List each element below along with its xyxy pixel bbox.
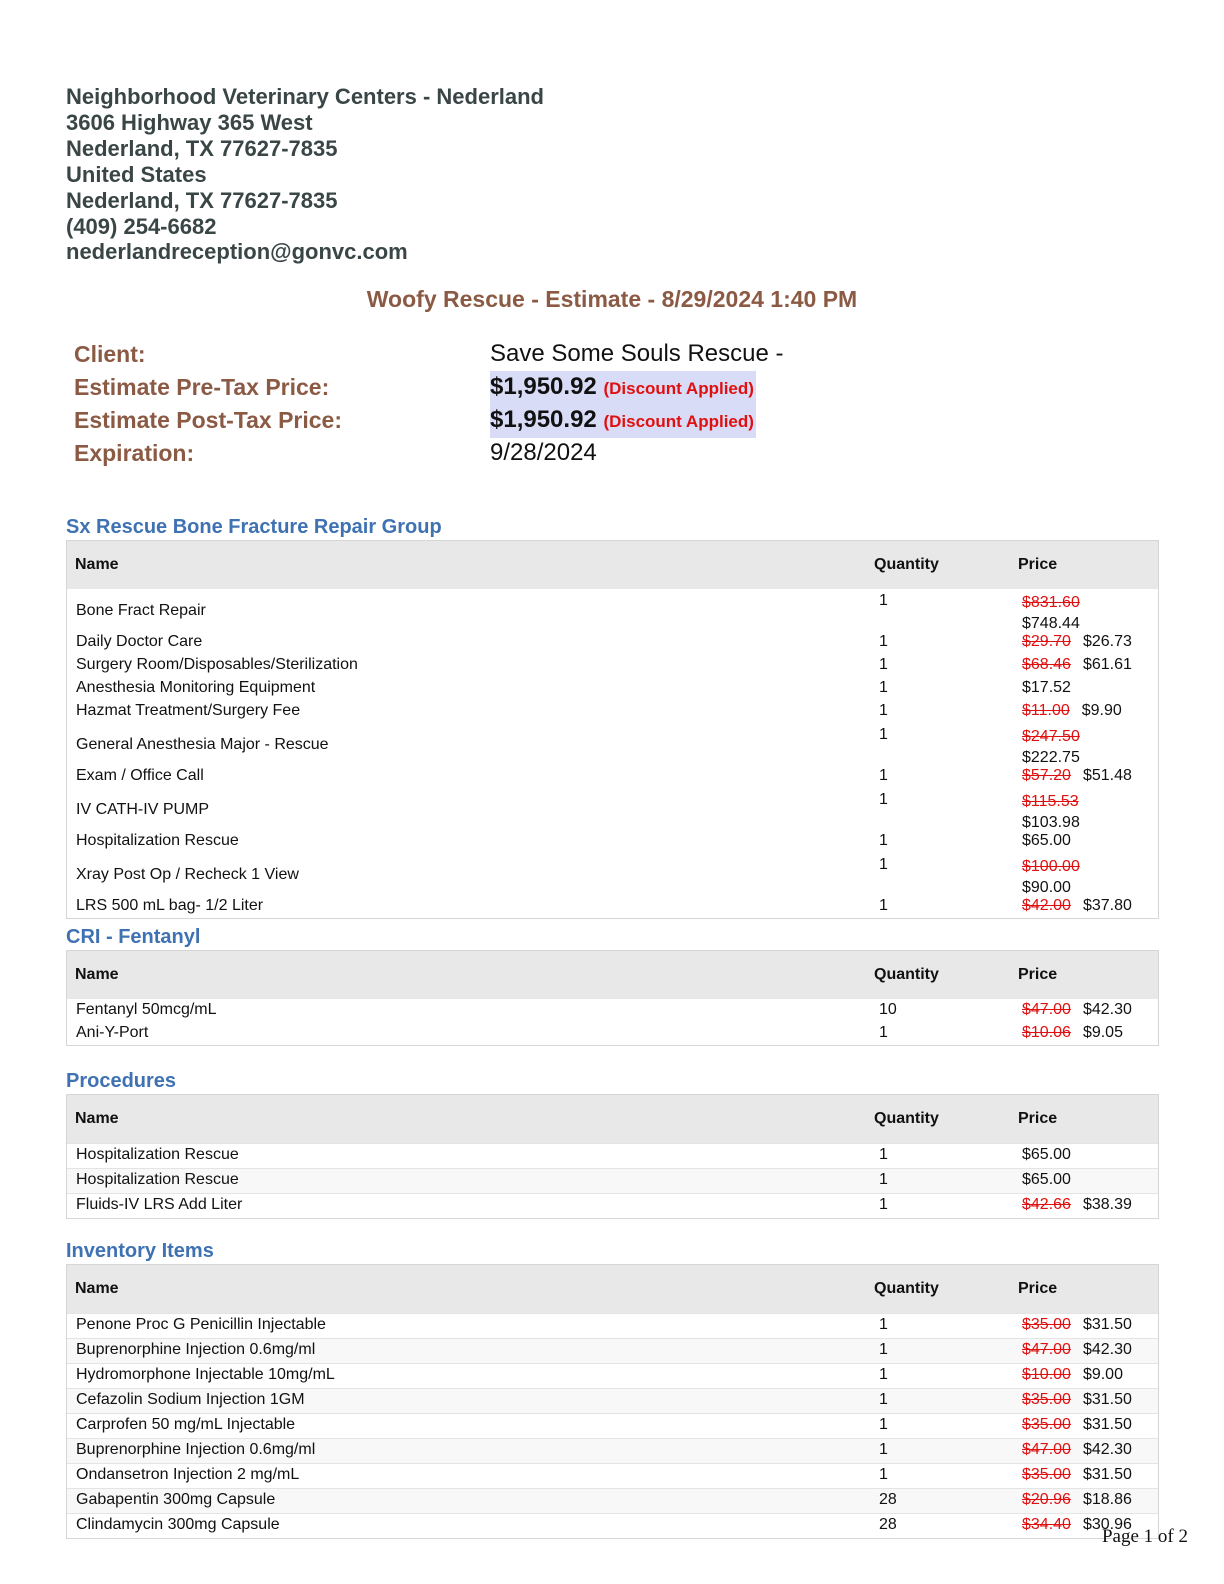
table-body xyxy=(67,1143,1158,1218)
original-price: $29.70 xyxy=(1022,633,1071,650)
table-row xyxy=(67,999,1158,1022)
clinic-name: Neighborhood Veterinary Centers - Nederland xyxy=(66,84,544,109)
original-price: $47.00 xyxy=(1022,1001,1071,1018)
item-price-cell xyxy=(1022,633,1132,651)
table-row xyxy=(67,1363,1158,1388)
item-quantity: 1 xyxy=(879,1416,888,1433)
table-row xyxy=(67,1143,1158,1168)
table-header xyxy=(67,951,1158,999)
item-quantity: 1 xyxy=(879,1341,888,1358)
discounted-price: $18.86 xyxy=(1082,1491,1132,1508)
item-quantity: 10 xyxy=(879,1001,897,1018)
item-quantity: 1 xyxy=(879,702,888,719)
clinic-address-line-1: 3606 Highway 365 West xyxy=(66,109,313,135)
original-price: $100.00 xyxy=(1022,858,1080,875)
table-row xyxy=(67,1193,1158,1218)
original-price: $35.00 xyxy=(1022,1416,1071,1433)
item-name: Buprenorphine Injection 0.6mg/ml xyxy=(76,1441,316,1458)
clinic-email: nederlandreception@gonvc.com xyxy=(66,239,408,265)
table-row xyxy=(67,1338,1158,1363)
section-title: Sx Rescue Bone Fracture Repair Group xyxy=(66,516,442,538)
original-price: $42.66 xyxy=(1022,1196,1071,1213)
item-name: Buprenorphine Injection 0.6mg/ml xyxy=(76,1341,316,1358)
original-price: $11.00 xyxy=(1022,702,1070,719)
item-name: IV CATH-IV PUMP xyxy=(76,801,210,818)
posttax-discount-note: (Discount Applied) xyxy=(603,412,754,431)
original-price: $20.96 xyxy=(1022,1491,1071,1508)
posttax-value-box xyxy=(490,404,756,438)
column-header-quantity: Quantity xyxy=(874,966,939,983)
discounted-price: $9.05 xyxy=(1082,1024,1123,1041)
item-name: Xray Post Op / Recheck 1 View xyxy=(76,866,299,883)
item-quantity: 1 xyxy=(879,1391,888,1408)
clinic-country: United States xyxy=(66,161,207,187)
item-name: Hazmat Treatment/Surgery Fee xyxy=(76,702,301,719)
item-name: Hydromorphone Injectable 10mg/mL xyxy=(76,1366,335,1383)
item-price-cell xyxy=(1022,791,1091,833)
discounted-price: $30.96 xyxy=(1082,1516,1132,1533)
item-price-cell xyxy=(1022,1001,1132,1019)
item-price-cell xyxy=(1022,767,1132,785)
table-row xyxy=(67,895,1158,918)
item-quantity: 1 xyxy=(879,1441,888,1458)
table-row xyxy=(67,1438,1158,1463)
table-row xyxy=(67,788,1158,830)
original-price: $35.00 xyxy=(1022,1391,1071,1408)
item-quantity: 1 xyxy=(879,592,888,609)
column-header-price: Price xyxy=(1018,556,1058,573)
item-quantity: 1 xyxy=(879,1196,888,1213)
item-quantity: 1 xyxy=(879,856,888,873)
discounted-price: $9.00 xyxy=(1082,1366,1123,1383)
line-items-table xyxy=(66,950,1159,1046)
item-price-cell xyxy=(1022,702,1122,720)
item-quantity: 1 xyxy=(879,1171,888,1188)
item-quantity: 1 xyxy=(879,726,888,743)
column-header-price: Price xyxy=(1018,1280,1058,1297)
line-items-table xyxy=(66,1094,1159,1219)
column-header-name: Name xyxy=(75,556,119,573)
table-row xyxy=(67,1388,1158,1413)
item-name: General Anesthesia Major - Rescue xyxy=(76,736,329,753)
original-price: $42.00 xyxy=(1022,897,1071,914)
item-quantity: 1 xyxy=(879,832,888,849)
discounted-price: $748.44 xyxy=(1022,615,1080,632)
original-price: $115.53 xyxy=(1022,793,1079,810)
item-price-cell xyxy=(1022,1366,1123,1384)
item-name: Hospitalization Rescue xyxy=(76,1146,239,1163)
item-price-cell xyxy=(1022,856,1092,898)
item-name: Gabapentin 300mg Capsule xyxy=(76,1491,276,1508)
item-name: Cefazolin Sodium Injection 1GM xyxy=(76,1391,305,1408)
item-price-cell xyxy=(1022,1024,1123,1042)
clinic-address-line-2: Nederland, TX 77627-7835 xyxy=(66,135,338,161)
section-title: Procedures xyxy=(66,1070,177,1092)
line-items-table xyxy=(66,1264,1159,1539)
pretax-value: $1,950.92 xyxy=(490,373,597,400)
table-row xyxy=(67,1168,1158,1193)
item-name: Fentanyl 50mcg/mL xyxy=(76,1001,217,1018)
discounted-price: $61.61 xyxy=(1082,656,1132,673)
item-price-cell xyxy=(1022,1416,1132,1434)
table-row xyxy=(67,765,1158,788)
discounted-price: $31.50 xyxy=(1082,1416,1132,1433)
item-price-cell xyxy=(1022,897,1132,915)
table-row xyxy=(67,631,1158,654)
item-name: Carprofen 50 mg/mL Injectable xyxy=(76,1416,296,1433)
item-name: Ondansetron Injection 2 mg/mL xyxy=(76,1466,300,1483)
posttax-label: Estimate Post-Tax Price: xyxy=(74,407,343,433)
table-body xyxy=(67,1313,1158,1538)
expiration-value: 9/28/2024 xyxy=(490,439,597,466)
item-price: $65.00 xyxy=(1022,1146,1071,1163)
table-row xyxy=(67,677,1158,700)
discounted-price: $51.48 xyxy=(1082,767,1132,784)
clinic-phone: (409) 254-6682 xyxy=(66,213,217,239)
table-header xyxy=(67,1095,1158,1143)
column-header-name: Name xyxy=(75,966,119,983)
column-header-quantity: Quantity xyxy=(874,556,939,573)
table-row xyxy=(67,700,1158,723)
item-name: Anesthesia Monitoring Equipment xyxy=(76,679,316,696)
table-row xyxy=(67,1022,1158,1045)
item-price-cell xyxy=(1022,656,1132,674)
item-quantity: 1 xyxy=(879,679,888,696)
discounted-price: $42.30 xyxy=(1082,1341,1132,1358)
section-sx-rescue-bone-fracture-repair xyxy=(66,514,1159,919)
discounted-price: $37.80 xyxy=(1082,897,1132,914)
table-row xyxy=(67,830,1158,853)
discounted-price: $31.50 xyxy=(1082,1466,1132,1483)
original-price: $35.00 xyxy=(1022,1466,1071,1483)
discounted-price: $31.50 xyxy=(1082,1316,1132,1333)
item-name: Hospitalization Rescue xyxy=(76,832,239,849)
item-name: Surgery Room/Disposables/Sterilization xyxy=(76,656,358,673)
original-price: $10.06 xyxy=(1022,1024,1071,1041)
discounted-price: $90.00 xyxy=(1022,879,1071,896)
item-quantity: 1 xyxy=(879,1366,888,1383)
item-quantity: 1 xyxy=(879,1466,888,1483)
posttax-value: $1,950.92 xyxy=(490,406,597,433)
section-inventory-items xyxy=(66,1238,1159,1539)
table-row xyxy=(67,1413,1158,1438)
item-price-cell xyxy=(1022,1441,1132,1459)
section-title: Inventory Items xyxy=(66,1240,214,1262)
original-price: $831.60 xyxy=(1022,594,1080,611)
item-price-cell xyxy=(1022,1196,1132,1214)
item-price: $65.00 xyxy=(1022,1171,1071,1188)
expiration-label: Expiration: xyxy=(74,440,195,466)
item-name: Ani-Y-Port xyxy=(76,1024,149,1041)
discounted-price: $42.30 xyxy=(1082,1001,1132,1018)
item-price-cell xyxy=(1022,1466,1132,1484)
item-name: Fluids-IV LRS Add Liter xyxy=(76,1196,243,1213)
client-label: Client: xyxy=(74,341,146,367)
clinic-address-block xyxy=(66,84,544,265)
table-row xyxy=(67,654,1158,677)
item-quantity: 1 xyxy=(879,1316,888,1333)
discounted-price: $222.75 xyxy=(1022,749,1080,766)
item-price-cell xyxy=(1022,1171,1071,1189)
pretax-label: Estimate Pre-Tax Price: xyxy=(74,374,330,400)
discounted-price: $31.50 xyxy=(1082,1391,1132,1408)
item-quantity: 28 xyxy=(879,1516,897,1533)
item-price: $65.00 xyxy=(1022,832,1071,849)
column-header-name: Name xyxy=(75,1110,119,1127)
original-price: $10.00 xyxy=(1022,1366,1071,1383)
item-price: $17.52 xyxy=(1022,679,1071,696)
original-price: $34.40 xyxy=(1022,1516,1071,1533)
item-quantity: 1 xyxy=(879,791,888,808)
table-body xyxy=(67,589,1158,918)
section-cri-fentanyl xyxy=(66,924,1159,1046)
item-quantity: 1 xyxy=(879,656,888,673)
item-name: Exam / Office Call xyxy=(76,767,204,784)
item-price-cell xyxy=(1022,832,1071,850)
item-price-cell xyxy=(1022,1391,1132,1409)
item-name: Hospitalization Rescue xyxy=(76,1171,239,1188)
item-price-cell xyxy=(1022,1491,1132,1509)
table-body xyxy=(67,999,1158,1045)
column-header-quantity: Quantity xyxy=(874,1110,939,1127)
column-header-quantity: Quantity xyxy=(874,1280,939,1297)
page-number: Page 1 of 2 xyxy=(1101,1526,1188,1547)
item-price-cell xyxy=(1022,679,1071,697)
discounted-price: $42.30 xyxy=(1082,1441,1132,1458)
item-quantity: 1 xyxy=(879,897,888,914)
item-price-cell xyxy=(1022,1341,1132,1359)
pretax-value-box xyxy=(490,371,756,405)
table-row xyxy=(67,1463,1158,1488)
item-quantity: 1 xyxy=(879,633,888,650)
discounted-price: $103.98 xyxy=(1022,814,1080,831)
pretax-discount-note: (Discount Applied) xyxy=(603,379,754,398)
discounted-price: $26.73 xyxy=(1082,633,1132,650)
table-header xyxy=(67,541,1158,589)
table-header xyxy=(67,1265,1158,1313)
item-price-cell xyxy=(1022,1316,1132,1334)
item-name: LRS 500 mL bag- 1/2 Liter xyxy=(76,897,264,914)
column-header-name: Name xyxy=(75,1280,119,1297)
original-price: $47.00 xyxy=(1022,1341,1071,1358)
original-price: $35.00 xyxy=(1022,1316,1071,1333)
original-price: $68.46 xyxy=(1022,656,1071,673)
client-value: Save Some Souls Rescue - xyxy=(490,340,784,367)
item-name: Daily Doctor Care xyxy=(76,633,203,650)
item-quantity: 28 xyxy=(879,1491,897,1508)
clinic-address-line-3: Nederland, TX 77627-7835 xyxy=(66,187,338,213)
item-price-cell xyxy=(1022,726,1092,768)
discounted-price: $9.90 xyxy=(1081,702,1122,719)
item-price-cell xyxy=(1022,592,1092,634)
column-header-price: Price xyxy=(1018,1110,1058,1127)
table-row xyxy=(67,1313,1158,1338)
original-price: $247.50 xyxy=(1022,728,1080,745)
section-procedures xyxy=(66,1068,1159,1219)
item-name: Clindamycin 300mg Capsule xyxy=(76,1516,280,1533)
table-row xyxy=(67,853,1158,895)
column-header-price: Price xyxy=(1018,966,1058,983)
item-quantity: 1 xyxy=(879,1146,888,1163)
discounted-price: $38.39 xyxy=(1082,1196,1132,1213)
original-price: $47.00 xyxy=(1022,1441,1071,1458)
line-items-table xyxy=(66,540,1159,919)
item-name: Bone Fract Repair xyxy=(76,602,206,619)
item-price-cell xyxy=(1022,1146,1071,1164)
item-quantity: 1 xyxy=(879,1024,888,1041)
table-row xyxy=(67,1513,1158,1538)
section-title: CRI - Fentanyl xyxy=(66,926,201,948)
item-name: Penone Proc G Penicillin Injectable xyxy=(76,1316,326,1333)
table-row xyxy=(67,723,1158,765)
estimate-title: Woofy Rescue - Estimate - 8/29/2024 1:40 PM xyxy=(366,286,858,312)
table-row xyxy=(67,1488,1158,1513)
item-quantity: 1 xyxy=(879,767,888,784)
table-row xyxy=(67,589,1158,631)
original-price: $57.20 xyxy=(1022,767,1071,784)
